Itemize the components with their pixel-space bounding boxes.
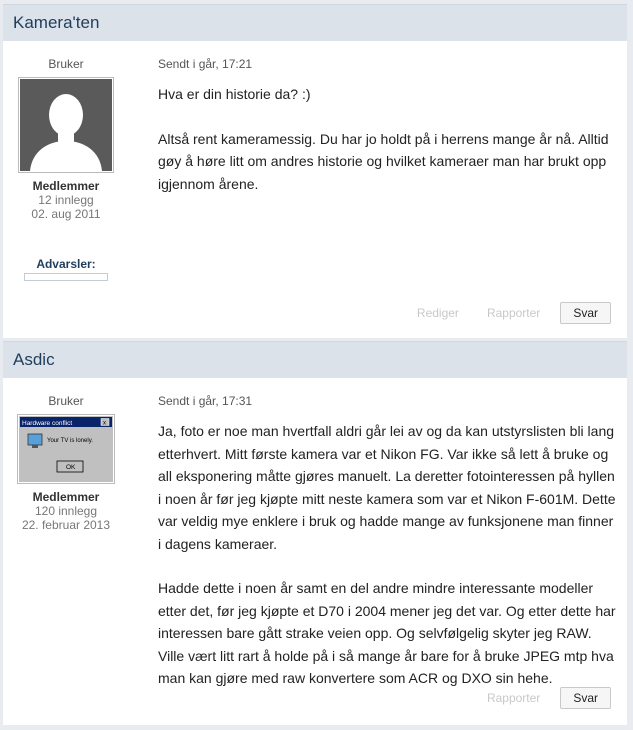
post-text (158, 83, 618, 195)
reply-button[interactable]: Svar (560, 302, 611, 324)
post-header (3, 341, 627, 378)
report-link[interactable]: Rapporter (486, 691, 541, 705)
user-role: Bruker (48, 57, 84, 71)
default-avatar-icon (20, 79, 112, 171)
report-link[interactable]: Rapporter (486, 306, 541, 320)
svg-text:x: x (103, 420, 106, 427)
avatar[interactable] (17, 414, 115, 484)
avatar[interactable] (18, 77, 114, 173)
post-count: 120 innlegg (34, 504, 98, 518)
post-header (3, 4, 627, 41)
post-timestamp: Sendt i går, 17:21 (158, 57, 253, 71)
username-link[interactable]: Kamera'ten (13, 13, 100, 32)
join-date: 22. februar 2013 (21, 518, 111, 532)
hardware-conflict-dialog-avatar (19, 416, 113, 482)
dialog-message: Your TV is lonely. (47, 438, 93, 444)
post-count: 12 innlegg (38, 193, 94, 207)
username-link[interactable]: Asdic (13, 350, 55, 369)
post (3, 4, 627, 338)
author-panel (3, 41, 129, 281)
post-paragraph: Ja, foto er noe man hvertfall aldri går lei av og da kan utstyrslisten bli lang etterhvert. Mitt første kamera var et Nikon FG. Var ikke så lett å bruke og all eksponering måtte gjøres manuelt. La deretter fotointeressen på hyllen i noen år før jeg kjøpte mitt neste kamera som var et Nikon F-601M. Dette var veldig mye enklere i bruk og hadde mange av funksjonene man finner i dagens kameraer. (158, 423, 616, 552)
post-actions (473, 687, 611, 709)
reply-button[interactable]: Svar (560, 687, 611, 709)
post-text (158, 420, 618, 690)
post-timestamp: Sendt i går, 17:31 (158, 394, 253, 408)
warnings-label: Advarsler: (36, 257, 96, 271)
user-group: Medlemmer (32, 179, 100, 193)
author-panel (3, 378, 129, 532)
dialog-ok: OK (66, 464, 76, 471)
edit-link[interactable]: Rediger (416, 306, 459, 320)
post-actions (403, 302, 611, 324)
dialog-title: Hardware conflict (22, 420, 73, 427)
post (3, 341, 627, 725)
post-paragraph: Altså rent kameramessig. Du har jo holdt på i herrens mange år nå. Alltid gøy å høre litt om andres historie og hvilket kameraer man har brukt opp igjennom årene. (158, 130, 609, 192)
post-paragraph: Hva er din historie da? :) (158, 86, 311, 102)
join-date: 02. aug 2011 (31, 207, 101, 221)
post-body (158, 57, 618, 217)
user-role: Bruker (48, 394, 84, 408)
warnings-bar (24, 273, 108, 281)
post-body (158, 394, 618, 712)
post-paragraph: Hadde dette i noen år samt en del andre mindre interessante modeller etter det, før jeg kjøpte et D70 i 2004 mener jeg det var. Og etter dette har interessen bare gått strake veien opp. Og selvfølgelig skyter jeg RAW. Ville vært litt rart å holde på i så mange år bare for å bruke JPEG mtp hva man kan gjøre med raw konvertere som ACR og DXO sin hehe. (158, 580, 616, 686)
user-group: Medlemmer (32, 490, 100, 504)
